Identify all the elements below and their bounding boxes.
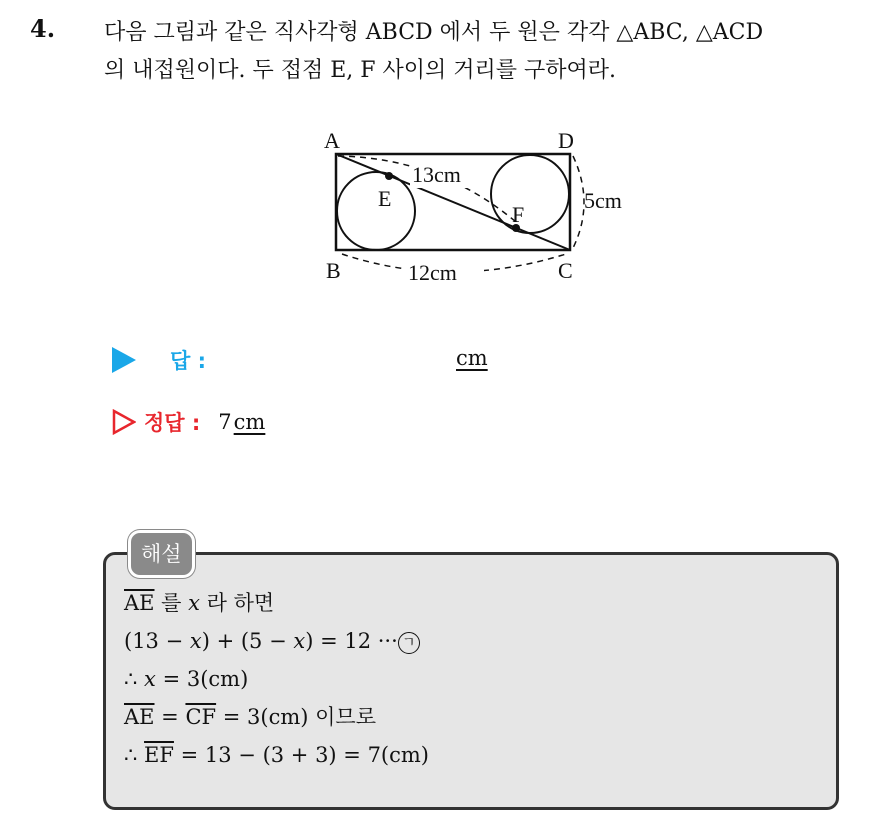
label-f: F	[512, 202, 525, 227]
label-c: C	[558, 258, 573, 283]
label-e: E	[378, 186, 392, 211]
tangent-point-e	[385, 172, 393, 180]
answer-row	[112, 343, 206, 377]
explanation-line-3	[124, 660, 429, 698]
line-2-part-a: (13 −	[124, 629, 190, 653]
correct-answer-unit: cm	[233, 410, 266, 434]
segment-ae: $\overline{AE}$	[124, 705, 155, 729]
incircle-abc	[337, 172, 415, 250]
explanation-line-1	[124, 584, 429, 622]
variable-x: x	[189, 629, 202, 653]
label-b: B	[326, 258, 341, 283]
explanation-content	[124, 584, 429, 774]
therefore-symbol: ∴	[124, 667, 145, 691]
explanation-tab: 해설	[128, 530, 195, 578]
circled-label-icon: ㄱ	[398, 632, 420, 654]
explanation-line-4	[124, 698, 429, 736]
question-line-1: 다음 그림과 같은 직사각형 ABCD 에서 두 원은 각각 △ABC, △ACD	[104, 20, 764, 45]
line-1-text: 를	[154, 591, 189, 615]
correct-answer-row	[112, 405, 265, 439]
bottom-length: 12cm	[408, 260, 457, 285]
rectangle-figure	[290, 118, 670, 298]
line-1-rest: 라 하면	[199, 591, 275, 615]
therefore-symbol: ∴	[124, 743, 145, 767]
explanation-line-5	[124, 736, 429, 774]
equals: =	[154, 705, 186, 729]
answer-label: 답 :	[170, 349, 206, 373]
label-a: A	[324, 128, 340, 153]
side-length: 5cm	[584, 188, 622, 213]
explanation-line-2	[124, 622, 429, 660]
outline-triangle-icon	[112, 409, 136, 435]
answer-unit: cm	[456, 346, 488, 370]
line-5-rest: = 13 − (3 + 3) = 7(cm)	[173, 743, 429, 767]
segment-ef: $\overline{EF}$	[144, 743, 174, 767]
correct-answer-value	[218, 410, 265, 434]
play-triangle-icon	[112, 347, 136, 373]
variable-x: x	[293, 629, 306, 653]
question-text	[104, 14, 874, 90]
variable-x: x	[188, 591, 200, 615]
correct-answer-label: 정답 :	[144, 411, 201, 435]
line-4-rest: = 3(cm) 이므로	[216, 705, 376, 729]
diagonal-length: 13cm	[412, 162, 461, 187]
label-d: D	[558, 128, 574, 153]
line-2-part-b: ) + (5 −	[201, 629, 294, 653]
correct-answer-number: 7	[218, 410, 232, 434]
segment-cf: $\overline{CF}$	[185, 705, 217, 729]
segment-ae: $\overline{AE}$	[124, 591, 155, 615]
question-line-2: 의 내접원이다. 두 접점 E, F 사이의 거리를 구하여라.	[104, 58, 617, 83]
line-2-part-c: ) = 12 ···	[305, 629, 398, 653]
dashed-arc-right	[573, 156, 584, 248]
question-number: 4.	[30, 14, 56, 43]
incircle-acd	[491, 155, 569, 233]
variable-x: x	[144, 667, 156, 691]
line-3-rest: = 3(cm)	[155, 667, 249, 691]
